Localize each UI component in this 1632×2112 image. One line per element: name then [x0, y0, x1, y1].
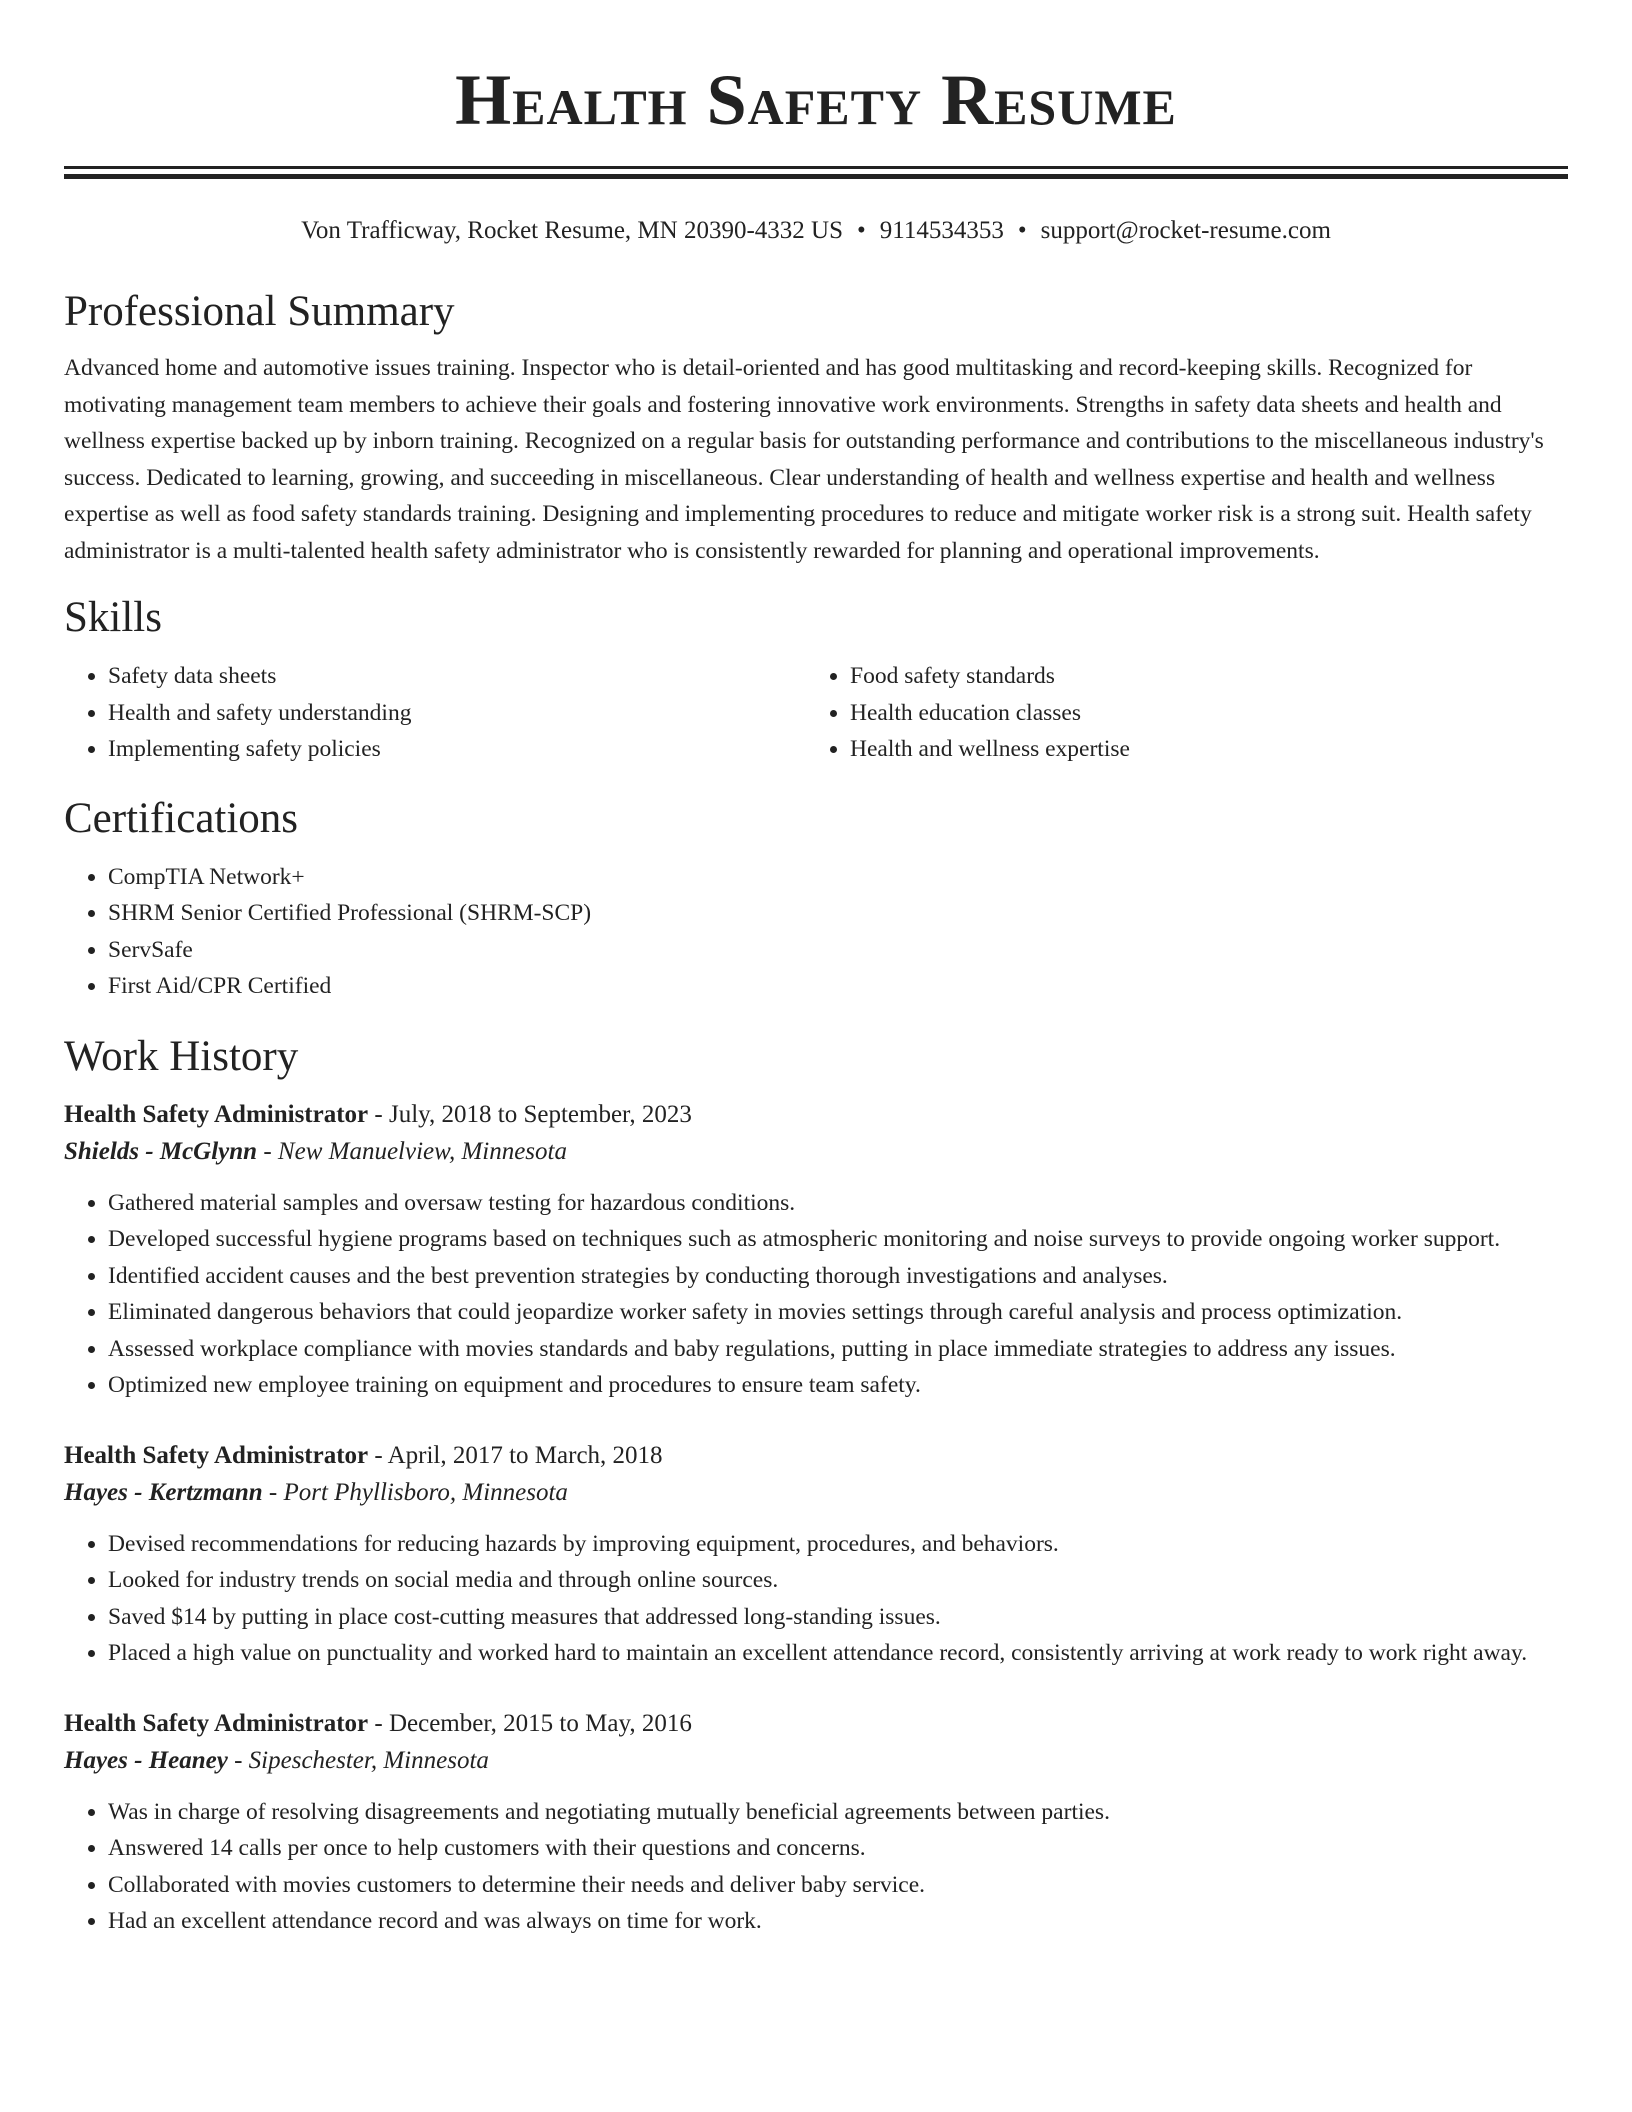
summary-heading: Professional Summary: [64, 288, 455, 335]
job-dates: - July, 2018 to September, 2023: [368, 1100, 692, 1128]
certifications-heading: Certifications: [64, 794, 299, 842]
job-bullet: • Collaborated with movies customers to determine their needs and deliver baby service.: [108, 1867, 1568, 1904]
job-title-line: [64, 1438, 1568, 1474]
skills-heading: Skills: [64, 594, 162, 641]
job-dates: - December, 2015 to May, 2016: [368, 1709, 692, 1737]
job-location: - Port Phyllisboro, Minnesota: [262, 1478, 568, 1506]
work-history-heading: Work History: [64, 1032, 299, 1080]
job-company-line: [64, 1133, 1568, 1171]
contact-phone: 9114534353: [879, 217, 1004, 244]
job-bullet: • Developed successful hygiene programs based on techniques such as atmospheric monitoring and noise surveys to provide ongoing worker support.: [108, 1221, 1568, 1258]
summary-section: [64, 287, 1568, 569]
contact-email: support@rocket-resume.com: [1040, 217, 1331, 244]
job-role: Health Safety Administrator: [64, 1100, 369, 1128]
skill-item: • Health and wellness expertise: [850, 731, 1548, 768]
job-title-line: [64, 1097, 1568, 1133]
job-bullet: • Saved $14 by putting in place cost-cutting measures that addressed long-standing issues.: [108, 1599, 1568, 1636]
job-company: Hayes - Kertzmann: [64, 1478, 263, 1506]
job-bullet: • Optimized new employee training on equipment and procedures to ensure team safety.: [108, 1367, 1568, 1404]
work-history-section: [64, 1032, 1568, 1940]
job-bullets: [64, 1794, 1568, 1940]
job-bullet: • Was in charge of resolving disagreements and negotiating mutually beneficial agreements between parties.: [108, 1794, 1568, 1831]
contact-separator: •: [856, 217, 866, 244]
skills-grid: [64, 658, 1568, 768]
skill-item: • Health and safety understanding: [108, 695, 806, 732]
job-bullet: • Gathered material samples and oversaw testing for hazardous conditions.: [108, 1185, 1568, 1222]
header-rule-thick: [64, 174, 1568, 179]
job-bullets: [64, 1185, 1568, 1404]
job-location: - Sipeschester, Minnesota: [227, 1746, 489, 1774]
skill-item: • Safety data sheets: [108, 658, 806, 695]
job-company: Shields - McGlynn: [64, 1137, 258, 1165]
job-company-line: [64, 1474, 1568, 1512]
header-rule-thin: [64, 166, 1568, 169]
job-role: Health Safety Administrator: [64, 1441, 369, 1469]
skill-item: • Health education classes: [850, 695, 1548, 732]
resume-title: Health Safety Resume: [455, 60, 1177, 140]
skills-list-right: [806, 658, 1548, 768]
contact-line: [64, 215, 1568, 247]
job-bullets: [64, 1526, 1568, 1672]
certifications-section: [64, 794, 1568, 1005]
skill-item: • Food safety standards: [850, 658, 1548, 695]
certifications-list: [64, 859, 1568, 1005]
job-bullet: • Placed a high value on punctuality and worked hard to maintain an excellent attendance record, consistently arriving at work ready to work right away.: [108, 1635, 1568, 1672]
job-entry: [64, 1097, 1568, 1404]
skills-column-left: [64, 658, 806, 768]
certification-item: • First Aid/CPR Certified: [108, 968, 1568, 1005]
job-bullet: • Answered 14 calls per once to help customers with their questions and concerns.: [108, 1830, 1568, 1867]
job-bullet: • Identified accident causes and the best prevention strategies by conducting thorough investigations and analyses.: [108, 1258, 1568, 1295]
job-entry: [64, 1438, 1568, 1672]
job-bullet: • Eliminated dangerous behaviors that could jeopardize worker safety in movies settings through careful analysis and process optimization.: [108, 1294, 1568, 1331]
job-bullet: • Looked for industry trends on social media and through online sources.: [108, 1562, 1568, 1599]
summary-text: Advanced home and automotive issues training. Inspector who is detail-oriented and has good multitasking and record-keeping skills. Recognized for motivating management team members to achieve their goals and fostering innovative work environments. Strengths in safety data sheets and health and wellness expertise backed up by inborn training. Recognized on a regular basis for outstanding performance and contributions to the miscellaneous industry's success. Dedicated to learning, growing, and succeeding in miscellaneous. Clear understanding of health and wellness expertise and health and wellness expertise as well as food safety standards training. Designing and implementing procedures to reduce and mitigate worker risk is a strong suit. Health safety administrator is a multi-talented health safety administrator who is consistently rewarded for planning and operational improvements.: [64, 355, 1544, 564]
contact-separator: •: [1017, 217, 1027, 244]
job-role: Health Safety Administrator: [64, 1709, 369, 1737]
certification-item: • ServSafe: [108, 932, 1568, 969]
job-dates: - April, 2017 to March, 2018: [368, 1441, 663, 1469]
job-bullet: • Devised recommendations for reducing hazards by improving equipment, procedures, and behaviors.: [108, 1526, 1568, 1563]
job-title-line: [64, 1706, 1568, 1742]
job-company-line: [64, 1742, 1568, 1780]
certification-item: • CompTIA Network+: [108, 859, 1568, 896]
job-location: - New Manuelview, Minnesota: [257, 1137, 567, 1165]
skills-column-right: [806, 658, 1548, 768]
job-bullet: • Assessed workplace compliance with movies standards and baby regulations, putting in place immediate strategies to address any issues.: [108, 1331, 1568, 1368]
job-company: Hayes - Heaney: [64, 1746, 228, 1774]
skill-item: • Implementing safety policies: [108, 731, 806, 768]
job-entry: [64, 1706, 1568, 1940]
contact-address: Von Trafficway, Rocket Resume, MN 20390-4332 US: [301, 217, 843, 244]
job-bullet: • Had an excellent attendance record and was always on time for work.: [108, 1903, 1568, 1940]
skills-list-left: [64, 658, 806, 768]
skills-section: [64, 593, 1568, 768]
certification-item: • SHRM Senior Certified Professional (SHRM-SCP): [108, 895, 1568, 932]
